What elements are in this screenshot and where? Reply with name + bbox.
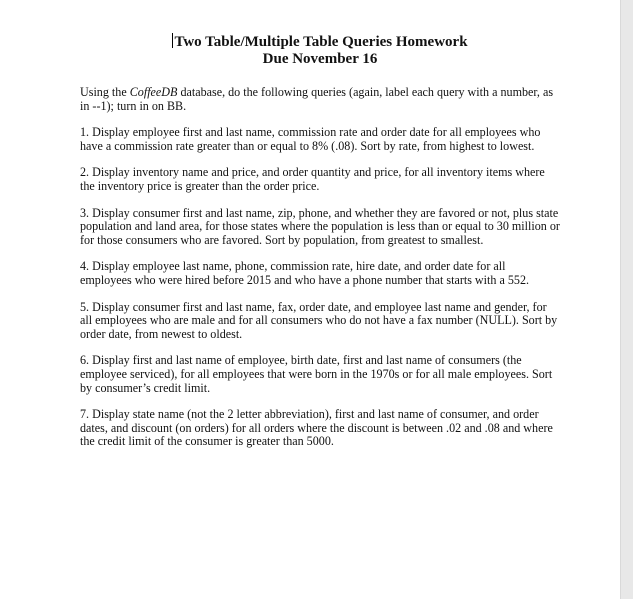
- query-7: 7. Display state name (not the 2 letter abbreviation), first and last name of consumer, and order dates, and discount (on orders) for all orders where the discount is between .02 and .08 and where the credit limit of the consumer is greater than 5000.: [80, 407, 553, 449]
- query-3: 3. Display consumer first and last name, zip, phone, and whether they are favored or not, plus state population and land area, for those states where the population is less than or equal to 30 million or for those consumers who are favored. Sort by population, from greatest to smallest.: [80, 205, 560, 247]
- document-title: [80, 33, 560, 51]
- query-2: 2. Display inventory name and price, and order quantity and price, for all inventory items where the inventory price is greater than the order price.: [80, 165, 545, 193]
- database-name: CoffeeDB: [129, 85, 178, 99]
- intro-before: Using the: [80, 85, 130, 99]
- due-date: Due November 16: [262, 51, 378, 67]
- intro-paragraph: [80, 86, 560, 113]
- query-1: 1. Display employee first and last name, commission rate and order date for all employees who have a commission rate greater than or equal to 8% (.08). Sort by rate, from highest to lowest.: [80, 125, 541, 153]
- intro-after: database, do the following queries (again, label each query with a number, as in --1); turn in on BB.: [80, 85, 554, 113]
- query-4: 4. Display employee last name, phone, commission rate, hire date, and order date for all employees who were hired before 2015 and who have a phone number that starts with a 552.: [80, 259, 530, 287]
- title-line-1: Two Table/Multiple Table Queries Homework: [174, 34, 468, 50]
- page-gutter: [621, 0, 633, 599]
- query-5: 5. Display consumer first and last name, fax, order date, and employee last name and gender, for all employees who are male and for all consumers who do not have a fax number (NULL). Sort by order date, from newest to oldest.: [80, 299, 558, 341]
- document-body: [80, 33, 560, 449]
- query-6: 6. Display first and last name of employee, birth date, first and last name of consumers (the employee serviced), for all employees that were born in the 1970s or for all male employees. Sort by consumer’s credit limit.: [80, 353, 553, 395]
